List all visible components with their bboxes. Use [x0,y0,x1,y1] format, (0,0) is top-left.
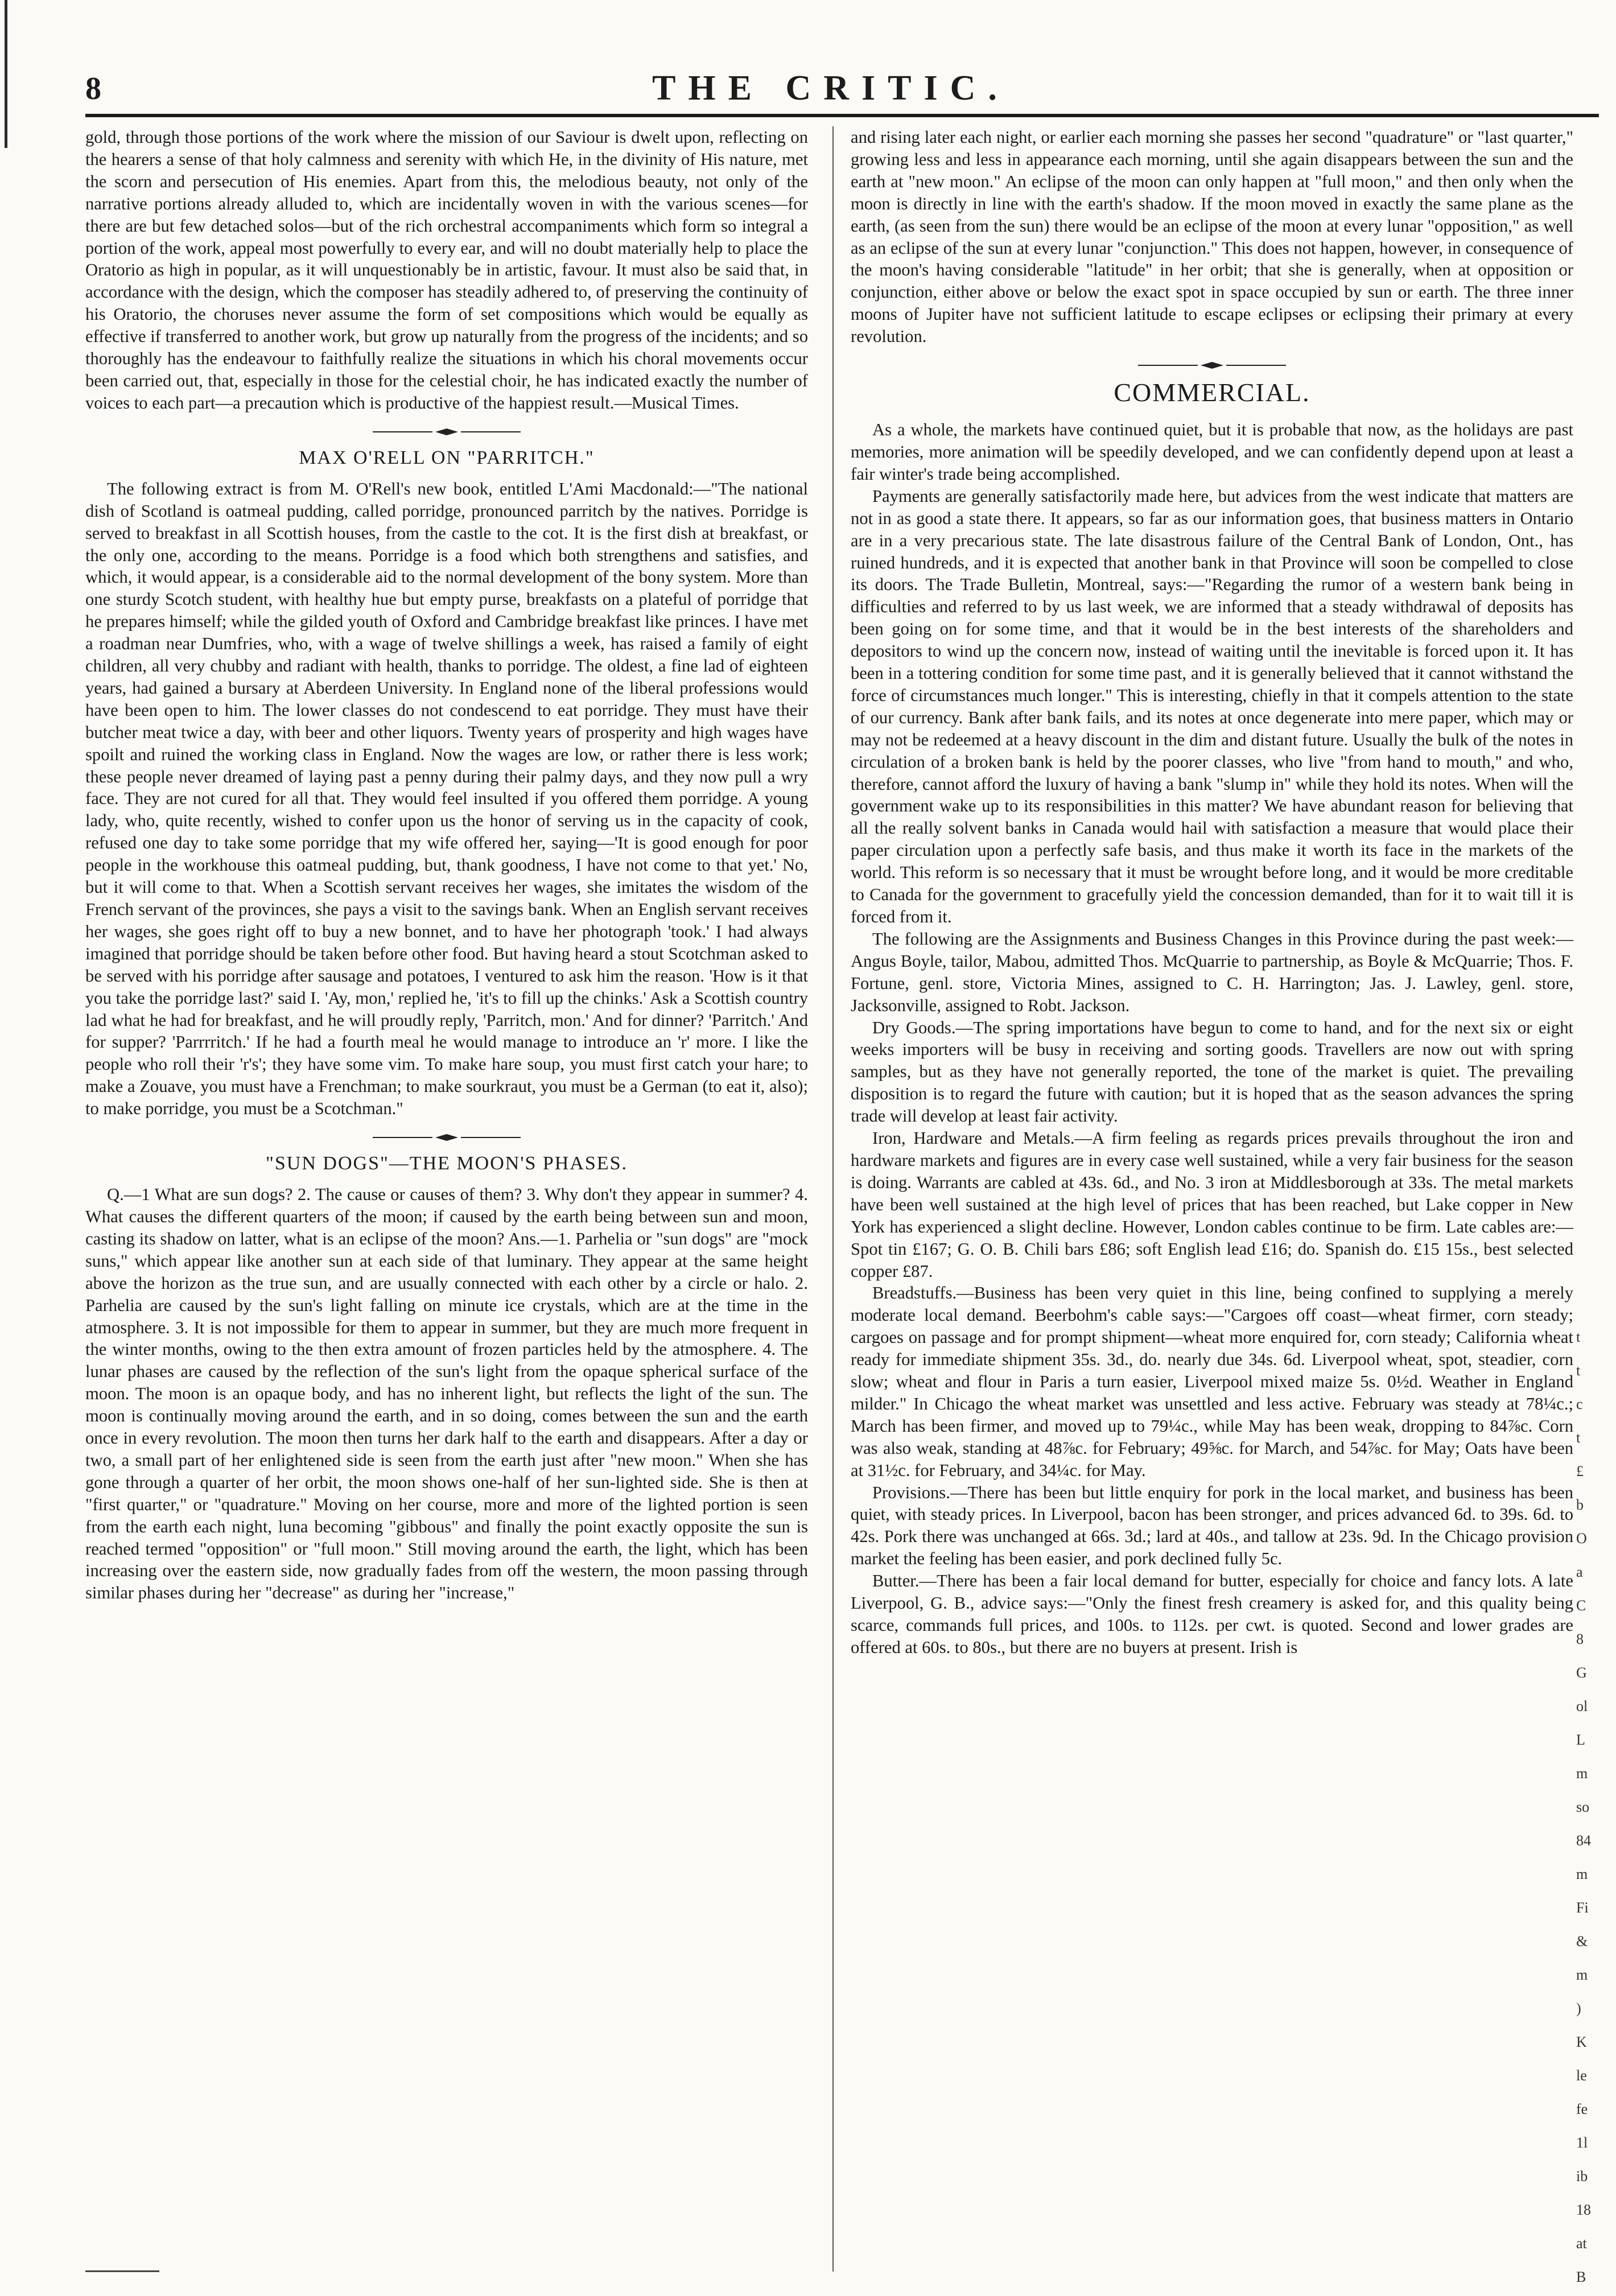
section-divider-ornament [373,428,521,436]
sun-dogs-paragraph: Q.—1 What are sun dogs? 2. The cause or causes of them? 3. Why don't they appear in summer? 4. What causes the different quarters of the moon; if caused by the earth being between sun and moon, casting its shadow on latter, what is an eclipse of the moon? Ans.—1. Parhelia or "sun dogs" are "mock suns," which appear like another sun at each side of that luminary. They appear at the same height above the horizon as the true sun, and are usually connected with each other by a circle or halo. 2. Parhelia are caused by the sun's light falling on minute ice crystals, which are at the time in the atmosphere. 3. It is not impossible for them to appear in summer, but they are much more frequent in the winter months, owing to the then extra amount of frozen particles held by the atmosphere. 4. The lunar phases are caused by the reflection of the sun's light from the opaque spherical surface of the moon. The moon is an opaque body, and has no inherent light, but reflects the light of the sun. The moon is continually moving around the earth, and in so doing, comes between the sun and the earth once in every revolution. The moon then turns her dark half to the earth and disappears. After a day or two, a small part of her enlightened side is seen from the earth just after "new moon." When she has gone through a quarter of her orbit, the moon shows one-half of her sun-lighted side. She is then at "first quarter," or "quadrature." Moving on her course, more and more of the lighted portion is seen from the earth each night, luna becoming "gibbous" and finally the point exactly opposite the sun is reached termed "opposition" or "full moon." Still moving around the earth, the light, which has been increasing over the eastern side, now gradually fades from off the western, the moon passing through similar phases during her "decrease" as during her "increase," [85,1185,808,1603]
oratorio-review-paragraph: gold, through those portions of the work where the mission of our Saviour is dwelt upon, reflecting on the hearers a sense of that holy calmness and serenity with which He, in the divinity of His nature, met the scorn and persecution of His enemies. Apart from this, the melodious beauty, not only of the narrative portions already alluded to, which are incidentally woven in with the various scenes—for there are but few detached solos—but of the rich orchestral accompaniments which form so integral a portion of the work, appeal most powerfully to every ear, and will no doubt materially help to place the Oratorio as high in popular, as it will unquestionably be in artistic, favour. It must also be said that, in accordance with the design, which the composer has steadily adhered to, of preserving the continuity of his Oratorio, the choruses never assume the form of set compositions which would be equally as effective if transferred to another work, but grow up naturally from the progress of the incidents; and so thoroughly has the endeavour to faithfully realize the situations in which his choral movements occur been carried out, that, especially in those for the celestial choir, he has indicated exactly the number of voices to each part—a precaution which is productive of the happiest result.—Musical Times. [85,127,808,413]
margin-fragment: 1l [1576,2134,1588,2151]
margin-fragment: at [1576,2235,1587,2252]
margin-fragment: le [1576,2067,1587,2084]
section-divider-ornament [1138,361,1286,369]
margin-fragment: 8 [1576,1631,1584,1647]
header-rule [85,114,1599,117]
margin-fragment: m [1576,1765,1588,1782]
margin-fragment: C [1576,1597,1586,1614]
commercial-heading: COMMERCIAL. [1114,378,1310,407]
commercial-paragraph: The following are the Assignments and Business Changes in this Province during the past week:—Angus Boyle, tailor, Mabou, admitted Thos. McQuarrie to partnership, as Boyle & McQuarrie; Thos. F. Fortune, genl. store, Victoria Mines, assigned to C. H. Harrington; Jas. J. Lawley, genl. store, Jacksonville, assigned to Robt. Jackson. [851,929,1573,1015]
left-column [85,126,808,1604]
moon-phases-continuation: and rising later each night, or earlier each morning she passes her second "quadrature" or "last quarter," growing less and less in appearance each morning, until she again disappears between the sun and the earth at "new moon." An eclipse of the moon can only happen at "full moon," and then only when the moon is directly in line with the earth's shadow. If the moon moved in exactly the same plane as the earth, (as seen from the sun) there would be an eclipse of the moon at every lunar "opposition," as well as an eclipse of the sun at every lunar "conjunction." This does not happen, however, in consequence of the moon's having considerable "latitude" in her orbit; that she is generally, when at opposition or conjunction, either above or below the exact spot in space occupied by sun or earth. The three inner moons of Jupiter have not sufficient latitude to escape eclipses or eclipsing their primary at every revolution. [851,127,1573,347]
margin-fragment: & [1576,1933,1588,1949]
margin-fragment: Fi [1576,1899,1589,1916]
margin-fragment: m [1576,1866,1588,1882]
page-header [85,63,1576,117]
breadstuffs-paragraph: Breadstuffs.—Business has been very quiet in this line, being confined to supplying a merely moderate local demand. Beerbohm's cable says:—"Cargoes off coast—wheat firmer, corn steady; cargoes on passage and for prompt shipment—wheat more enquired for, corn steady; California wheat ready for immediate shipment 35s. 3d., do. nearly due 34s. 6d. Liverpool wheat, spot, steadier, corn slow; wheat and flour in Paris a turn easier, Liverpool mixed maize 5s. 0½d. Weather in England milder." In Chicago the wheat market was unsettled and less active. February was steady at 78¼c.; March has been firmer, and moved up to 79¼c., while May has been weak, dropping to 84⅞c. Corn was also weak, standing at 48⅞c. for February; 49⅝c. for March, and 54⅞c. for May; Oats have been at 31½c. for February, and 34¼c. for May. [851,1283,1573,1480]
bleed-through-margin-text [1576,1320,1599,2294]
margin-fragment: O [1576,1530,1587,1547]
margin-fragment: c [1576,1396,1583,1412]
margin-fragment: K [1576,2034,1587,2050]
margin-fragment: ib [1576,2168,1588,2184]
margin-fragment: G [1576,1664,1587,1681]
margin-fragment: t [1576,1329,1581,1345]
margin-fragment: a [1576,1564,1583,1580]
margin-fragment: b [1576,1497,1584,1513]
section-divider-ornament [373,1133,521,1141]
sun-dogs-heading: "SUN DOGS"—THE MOON'S PHASES. [266,1153,628,1174]
margin-fragment: L [1576,1732,1585,1748]
margin-fragment: B [1576,2269,1586,2285]
commercial-paragraph: Payments are generally satisfactorily made here, but advices from the west indicate that matters are not in as good a state there. It appears, so far as our information goes, that business matters in Ontario are in a very precarious state. The late disastrous failure of the Central Bank of London, Ont., has ruined hundreds, and it is expected that another bank in that Province will soon be compelled to close its doors. The Trade Bulletin, Montreal, says:—"Regarding the rumor of a western bank being in difficulties and referred to by us last week, we are informed that a steady withdrawal of deposits has been going on for some time, and that it would be in the best interests of the shareholders and depositors to wind up the concern now, instead of waiting until the inevitable is forced upon it. It has been in a tottering condition for some time past, and it is generally believed that it cannot withstand the force of circumstances much longer." This is interesting, chiefly in that it compels attention to the state of our currency. Bank after bank fails, and its notes at once degenerate into mere paper, which may or may not be redeemed at a heavy discount in the dim and distant future. Usually the bulk of the notes in circulation of a broken bank is held by the poorer classes, who live "from hand to mouth," and who, therefore, cannot afford the luxury of having a bank "slump in" while they hold its notes. When will the government wake up to its responsibilities in this matter? We have abundant reason for believing that all the really solvent banks in Canada would hail with satisfaction a measure that would place their paper circulation upon a perfectly safe basis, and thus make it worth its face in the markets of the world. This reform is so necessary that it must be wrought before long, and it would be more creditable to Canada for the government to gracefully yield the concession demanded, than for it to wait till it is forced from it. [851,486,1573,926]
right-column [851,126,1573,1659]
parritch-paragraph: The following extract is from M. O'Rell's new book, entitled L'Ami Macdonald:—"The national dish of Scotland is oatmeal pudding, called porridge, pronounced parritch by the natives. Porridge is served to breakfast in all Scottish houses, from the castle to the cot. It is the first dish at breakfast, or the only one, according to the means. Porridge is a food which both strengthens and satisfies, and which, it would appear, is a considerable aid to the normal development of the bony system. More than one sturdy Scotch student, with healthy hue but empty purse, breakfasts on a plateful of porridge that he prepares himself; while the gilded youth of Oxford and Cambridge breakfast like princes. I have met a roadman near Dumfries, who, with a wage of twelve shillings a week, has raised a family of eight children, all very chubby and radiant with health, thanks to porridge. The oldest, a fine lad of eighteen years, had gained a bursary at Aberdeen University. In England none of the liberal professions would have been open to him. The lower classes do not condescend to eat porridge. They must have their butcher meat twice a day, with beer and other liquors. Twenty years of prosperity and high wages have spoilt and ruined the working class in England. Now the wages are low, or rather there is less work; these people never dreamed of laying past a penny during their palmy days, and they now pull a wry face. They are not cured for all that. They would feel insulted if you offered them porridge. A young lady, who, quite recently, wished to confer upon us the honor of serving us in the capacity of cook, refused one day to take some porridge that my wife offered her, saying—'It is good enough for poor people in the workhouse this oatmeal pudding, but, thank goodness, I have not come to that yet.' No, but it will come to that. When a Scottish servant receives her wages, she imitates the wisdom of the French servant of the provinces, she pays a visit to the savings bank. When an English servant receives her wages, she goes right off to buy a new bonnet, and to have her photograph 'took.' I had always imagined that porridge should be taken before other food. But having heard a stout Scotchman asked to be served with his porridge after sausage and potatoes, I ventured to ask him the reason. 'How is it that you take the porridge last?' said I. 'Ay, mon,' replied he, 'it's to fill up the chinks.' Ask a Scottish country lad what he had for breakfast, and he will proudly reply, 'Parritch, mon.' And for dinner? 'Parritch.' And for supper? 'Parrrritch.' If he had a fourth meal he would manage to introduce an 'r' more. I like the people who roll their 'r's'; they have some vim. To make hare soup, you must first catch your hare; to make a Zouave, you must have a Frenchman; to make sourkraut, you must be a German (to eat it, also); to make porridge, you must be a Scotchman." [85,479,808,1119]
margin-fragment: 84 [1576,1832,1591,1849]
provisions-paragraph: Provisions.—There has been but little enquiry for pork in the local market, and business has been quiet, with steady prices. In Liverpool, bacon has been stronger, and prices advanced 6d. to 39s. 6d. to 42s. Pork there was unchanged at 66s. 3d.; lard at 40s., and tallow at 23s. 9d. In the Chicago provision market the feeling has been easier, and pork declined fully 5c. [851,1482,1573,1569]
dry-goods-paragraph: Dry Goods.—The spring importations have begun to come to hand, and for the next six or eight weeks importers will be busy in receiving and sorting goods. Travellers are now out with spring samples, but as they have not generally reported, the tone of the market is quiet. The prevailing disposition is to regard the future with caution; but it is hoped that as the season advances the spring trade will develop at least fair activity. [851,1017,1573,1126]
masthead-title: THE CRITIC. [652,69,1009,108]
left-border-line [5,0,7,148]
margin-fragment: ol [1576,1698,1588,1714]
commercial-paragraph: As a whole, the markets have continued quiet, but it is probable that now, as the holidays are past memories, more animation will be speedily developed, and we can confidently depend upon at least a fair winter's trade being accomplished. [851,420,1573,484]
iron-hardware-paragraph: Iron, Hardware and Metals.—A firm feeling as regards prices prevails throughout the iron and hardware markets and figures are in every case well sustained, while a very fair business for the season is doing. Warrants are cabled at 43s. 6d., and No. 3 iron at Middlesborough at 33s. The metal markets have been well sustained at the high level of prices that has been reached, but Lake copper in New York has experienced a slight decline. However, London cables continue to be firm. Late cables are:—Spot tin £167; G. O. B. Chili bars £86; soft English lead £16; do. Spanish do. £15 15s., best selected copper £87. [851,1128,1573,1281]
margin-fragment: m [1576,1967,1588,1983]
margin-fragment: so [1576,1799,1590,1815]
margin-fragment: £ [1576,1463,1584,1479]
butter-paragraph: Butter.—There has been a fair local demand for butter, especially for choice and fancy lots. A late Liverpool, G. B., advice says:—"Only the finest fresh creamery is asked for, and this quality being scarce, commands full prices, and 100s. to 112s. per cwt. is quoted. Second and lower grades are offered at 60s. to 80s., but there are no buyers at present. Irish is [851,1571,1573,1657]
page-number: 8 [85,71,101,106]
parritch-heading: MAX O'RELL ON "PARRITCH." [299,447,595,468]
margin-fragment: t [1576,1429,1581,1446]
margin-fragment: t [1576,1362,1581,1379]
margin-fragment: fe [1576,2101,1588,2117]
column-divider [832,126,834,2272]
bottom-rule [85,2270,159,2272]
margin-fragment: ) [1576,2000,1581,2017]
margin-fragment: 18 [1576,2202,1591,2218]
